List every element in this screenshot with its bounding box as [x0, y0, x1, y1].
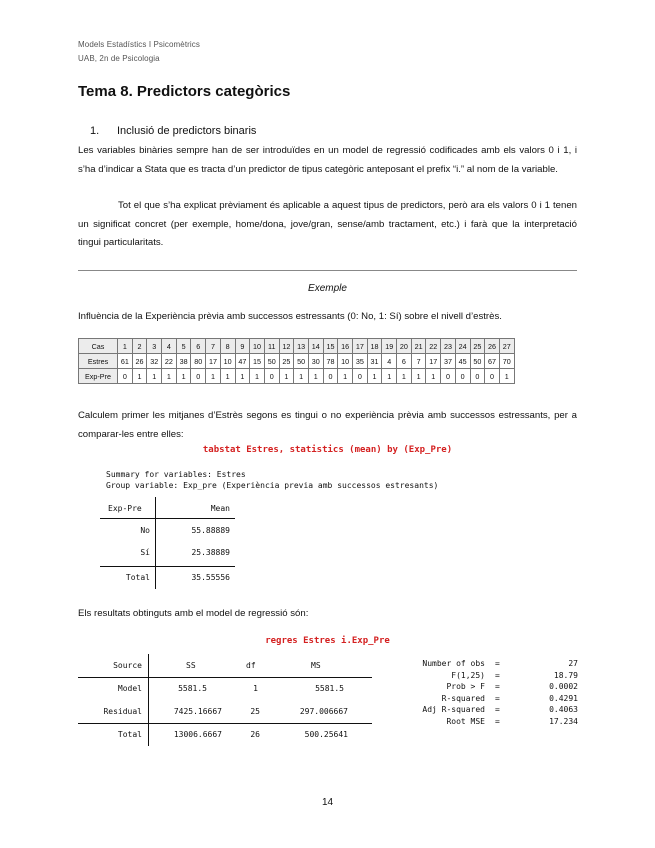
fit-stat-label: Root MSE — [446, 717, 485, 726]
exp-pre-cell: 1 — [426, 369, 441, 384]
exp-pre-cell: 1 — [367, 369, 382, 384]
estres-cell: 78 — [323, 354, 338, 369]
paragraph-binary-variables: Les variables binàries sempre han de ser introduïdes en un model de regressió codificades amb els valors 0 i 1, i s’ha d’indicar a Stata que es tracta d’un predictor de tipus categòric anteposant el prefix “i.” al nom de la variable. — [78, 145, 577, 175]
fit-stat-label: R-squared — [441, 693, 485, 703]
section-number: 1. — [90, 125, 100, 137]
row-label: Cas — [79, 339, 118, 354]
estres-cell: 37 — [441, 354, 456, 369]
tabstat-row-value: 55.88889 — [191, 526, 230, 535]
cas-cell: 5 — [176, 339, 191, 354]
anova-row-ss: 5581.5 — [178, 684, 207, 693]
estres-cell: 25 — [279, 354, 294, 369]
exp-pre-cell: 0 — [470, 369, 485, 384]
fit-stat-equals: = — [495, 705, 500, 715]
estres-cell: 7 — [411, 354, 426, 369]
estres-cell: 10 — [220, 354, 235, 369]
cas-cell: 12 — [279, 339, 294, 354]
estres-cell: 70 — [499, 354, 514, 369]
tabstat-row-value: 25.38889 — [191, 548, 230, 557]
fit-stat-value: 0.0002 — [549, 682, 578, 692]
row-label: Estres — [79, 354, 118, 369]
cas-cell: 1 — [118, 339, 133, 354]
exp-pre-cell: 0 — [264, 369, 279, 384]
tabstat-col-mean: Mean — [210, 504, 230, 513]
table-row-exp-pre — [79, 369, 515, 384]
estres-cell: 35 — [353, 354, 368, 369]
cas-cell: 18 — [367, 339, 382, 354]
fit-stat-equals: = — [495, 717, 500, 726]
exp-pre-cell: 1 — [397, 369, 412, 384]
exp-pre-cell: 0 — [323, 369, 338, 384]
anova-total-ms: 500.25641 — [304, 730, 348, 739]
estres-cell: 50 — [294, 354, 309, 369]
exp-pre-cell: 1 — [308, 369, 323, 384]
anova-header-ms: MS — [311, 661, 321, 670]
cas-cell: 20 — [397, 339, 412, 354]
estres-cell: 10 — [338, 354, 353, 369]
cas-cell: 6 — [191, 339, 206, 354]
estres-cell: 47 — [235, 354, 250, 369]
cas-cell: 4 — [162, 339, 177, 354]
table-row-cas — [79, 339, 515, 354]
fit-stat-equals: = — [495, 659, 500, 668]
cas-cell: 21 — [411, 339, 426, 354]
anova-row-df: 25 — [250, 707, 260, 716]
estres-cell: 61 — [118, 354, 133, 369]
tabstat-row-label: No — [140, 526, 150, 535]
anova-total-ss: 13006.6667 — [173, 730, 222, 739]
estres-cell: 30 — [308, 354, 323, 369]
paragraph-interpretation: Tot el que s’ha explicat prèviament és aplicable a aquest tipus de predictors, però ara els valors 0 i 1 tenen un significat concret (per exemple, home/dona, jove/gran, sense/amb tractament, etc.) i farà que la interpretació tingui particularitats. — [78, 200, 577, 248]
estres-cell: 17 — [426, 354, 441, 369]
stata-command-tabstat: tabstat Estres, statistics (mean) by (Exp_Pre) — [202, 445, 453, 455]
estres-cell: 22 — [162, 354, 177, 369]
cas-cell: 10 — [250, 339, 265, 354]
anova-row-ss: 7425.16667 — [173, 707, 222, 716]
fit-stat-label: Number of obs — [422, 659, 485, 668]
anova-row-source: Model — [117, 684, 142, 693]
tabstat-header-rule — [100, 518, 235, 519]
cas-cell: 14 — [308, 339, 323, 354]
estres-cell: 31 — [367, 354, 382, 369]
cas-cell: 7 — [206, 339, 221, 354]
exp-pre-cell: 1 — [382, 369, 397, 384]
fit-stat-equals: = — [495, 682, 500, 692]
tabstat-total-label: Total — [125, 573, 150, 582]
exp-pre-cell: 0 — [353, 369, 368, 384]
exp-pre-cell: 0 — [118, 369, 133, 384]
exp-pre-cell: 1 — [132, 369, 147, 384]
fit-stat-equals: = — [495, 670, 500, 680]
cas-cell: 9 — [235, 339, 250, 354]
tabstat-row-label: Sí — [140, 548, 150, 557]
anova-row-source: Residual — [103, 707, 142, 716]
exp-pre-cell: 1 — [206, 369, 221, 384]
section-heading — [90, 125, 256, 137]
cas-cell: 8 — [220, 339, 235, 354]
anova-total-df: 26 — [250, 730, 260, 739]
cas-cell: 2 — [132, 339, 147, 354]
cas-cell: 25 — [470, 339, 485, 354]
fit-stat-label: Prob > F — [446, 682, 485, 692]
cas-cell: 23 — [441, 339, 456, 354]
cas-cell: 11 — [264, 339, 279, 354]
estres-cell: 50 — [470, 354, 485, 369]
exp-pre-cell: 1 — [294, 369, 309, 384]
anova-header-ss: SS — [186, 661, 196, 670]
anova-header-source: Source — [113, 661, 142, 670]
cas-cell: 13 — [294, 339, 309, 354]
exp-pre-cell: 1 — [338, 369, 353, 384]
cas-cell: 3 — [147, 339, 162, 354]
exp-pre-cell: 1 — [176, 369, 191, 384]
tabstat-group-line: Group variable: Exp_pre (Experiència previa amb successos estresants) — [106, 481, 439, 490]
tabstat-vertical-rule — [155, 497, 156, 589]
cas-cell: 15 — [323, 339, 338, 354]
cas-cell: 16 — [338, 339, 353, 354]
estres-cell: 6 — [397, 354, 412, 369]
page-title: Tema 8. Predictors categòrics — [78, 83, 291, 100]
fit-stat-label: F(1,25) — [451, 670, 485, 680]
anova-row-ms: 5581.5 — [315, 684, 344, 693]
exp-pre-cell: 1 — [499, 369, 514, 384]
paragraph-example-description: Influència de la Experiència prèvia amb successos estressants (0: No, 1: Sí) sobre el nivell d’estrès. — [78, 311, 502, 322]
estres-cell: 15 — [250, 354, 265, 369]
exp-pre-cell: 1 — [235, 369, 250, 384]
paragraph-means: Calculem primer les mitjanes d’Estrès segons es tingui o no experiència prèvia amb successos estressants, per a comparar-les entre elles: — [78, 410, 577, 440]
estres-cell: 26 — [132, 354, 147, 369]
paragraph-regression-results: Els resultats obtinguts amb el model de regressió són: — [78, 608, 309, 619]
estres-cell: 80 — [191, 354, 206, 369]
estres-cell: 32 — [147, 354, 162, 369]
tabstat-total-rule — [100, 566, 235, 567]
exp-pre-cell: 0 — [191, 369, 206, 384]
estres-cell: 38 — [176, 354, 191, 369]
exp-pre-cell: 0 — [455, 369, 470, 384]
cas-cell: 19 — [382, 339, 397, 354]
example-label: Exemple — [308, 283, 347, 294]
anova-total-source: Total — [117, 730, 142, 739]
section-label: Inclusió de predictors binaris — [117, 125, 257, 137]
fit-stat-value: 27 — [568, 659, 578, 668]
tabstat-summary-line: Summary for variables: Estres — [106, 470, 246, 479]
page-number: 14 — [321, 797, 334, 808]
anova-row-df: 1 — [253, 684, 258, 693]
fit-stat-value: 0.4063 — [549, 705, 578, 715]
row-label: Exp-Pre — [79, 369, 118, 384]
exp-pre-cell: 0 — [441, 369, 456, 384]
header-university: UAB, 2n de Psicologia — [78, 54, 160, 63]
anova-row-ms: 297.006667 — [299, 707, 348, 716]
table-row-estres — [79, 354, 515, 369]
exp-pre-cell: 0 — [485, 369, 500, 384]
divider — [78, 270, 577, 271]
exp-pre-cell: 1 — [220, 369, 235, 384]
tabstat-total-value: 35.55556 — [191, 573, 230, 582]
fit-stat-equals: = — [495, 693, 500, 703]
cas-cell: 22 — [426, 339, 441, 354]
estres-cell: 4 — [382, 354, 397, 369]
fit-stat-value: 18.79 — [553, 670, 578, 680]
cas-cell: 17 — [353, 339, 368, 354]
stata-command-regress: regres Estres i.Exp_Pre — [265, 636, 390, 646]
cas-cell: 24 — [455, 339, 470, 354]
header-course: Models Estadístics I Psicomètrics — [78, 40, 200, 49]
anova-total-rule — [78, 723, 372, 724]
exp-pre-cell: 1 — [250, 369, 265, 384]
exp-pre-cell: 1 — [162, 369, 177, 384]
fit-stat-value: 0.4291 — [549, 693, 578, 703]
fit-stat-value: 17.234 — [549, 717, 578, 726]
exp-pre-cell: 1 — [279, 369, 294, 384]
exp-pre-cell: 1 — [147, 369, 162, 384]
estres-cell: 45 — [455, 354, 470, 369]
estres-cell: 67 — [485, 354, 500, 369]
anova-vertical-rule — [148, 654, 149, 746]
estres-cell: 50 — [264, 354, 279, 369]
cas-cell: 27 — [499, 339, 514, 354]
fit-stat-label: Adj R-squared — [422, 705, 485, 715]
anova-header-df: df — [246, 661, 256, 670]
tabstat-col-group: Exp-Pre — [108, 504, 142, 513]
anova-header-rule — [78, 677, 372, 678]
exp-pre-cell: 1 — [411, 369, 426, 384]
cas-cell: 26 — [485, 339, 500, 354]
data-table — [78, 338, 515, 384]
estres-cell: 17 — [206, 354, 221, 369]
